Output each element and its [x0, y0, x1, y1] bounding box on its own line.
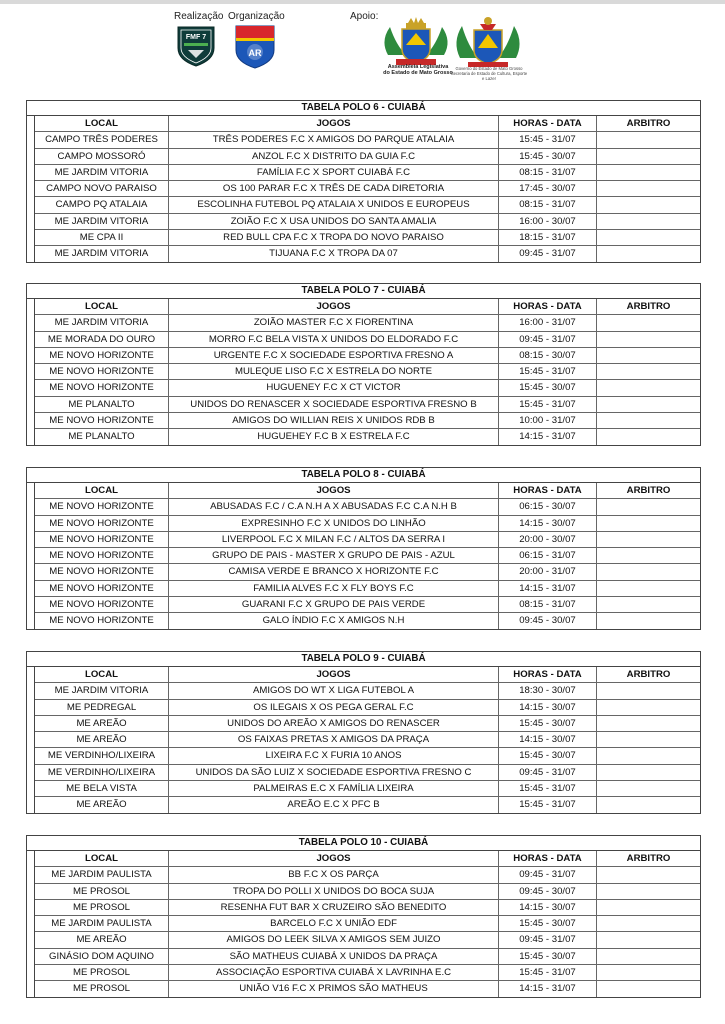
- cell-local: ME AREÃO: [35, 732, 169, 747]
- column-header-horas: HORAS - DATA: [499, 116, 597, 131]
- cell-jogos: OS ILEGAIS X OS PEGA GERAL F.C: [169, 700, 499, 715]
- cell-local: ME CPA II: [35, 230, 169, 245]
- cell-local: ME NOVO HORIZONTE: [35, 413, 169, 428]
- cell-arbitro: [597, 516, 700, 531]
- polo-table: [26, 651, 701, 814]
- cell-horas-data: 16:00 - 31/07: [499, 315, 597, 330]
- cell-arbitro: [597, 732, 700, 747]
- cell-horas-data: 17:45 - 30/07: [499, 181, 597, 196]
- cell-horas-data: 14:15 - 30/07: [499, 516, 597, 531]
- cell-jogos: TRÊS PODERES F.C X AMIGOS DO PARQUE ATALAIA: [169, 132, 499, 147]
- column-header-horas: HORAS - DATA: [499, 667, 597, 682]
- table-body: [34, 116, 700, 262]
- table-row: [35, 246, 700, 261]
- cell-jogos: FAMÍLIA F.C X SPORT CUIABÁ F.C: [169, 165, 499, 180]
- cell-arbitro: [597, 246, 700, 261]
- cell-local: ME PEDREGAL: [35, 700, 169, 715]
- cell-jogos: AMIGOS DO WILLIAN REIS X UNIDOS RDB B: [169, 413, 499, 428]
- cell-local: ME NOVO HORIZONTE: [35, 613, 169, 628]
- table-row: [35, 965, 700, 981]
- table-row: [35, 214, 700, 230]
- cell-jogos: GRUPO DE PAIS - MASTER X GRUPO DE PAIS - AZUL: [169, 548, 499, 563]
- column-header-arbitro: ARBITRO: [626, 118, 671, 129]
- polo-table: [26, 100, 701, 263]
- table-body: [34, 299, 700, 445]
- table-row: [35, 748, 700, 764]
- cell-arbitro: [597, 499, 700, 514]
- cell-local: ME PROSOL: [35, 965, 169, 980]
- cell-local: ME MORADA DO OURO: [35, 332, 169, 347]
- table-row: [35, 413, 700, 429]
- table-row: [35, 700, 700, 716]
- column-header-local: LOCAL: [35, 116, 169, 131]
- cell-arbitro: [597, 132, 700, 147]
- cell-local: ME PLANALTO: [35, 429, 169, 444]
- cell-arbitro: [597, 197, 700, 212]
- table-row: [35, 867, 700, 883]
- cell-jogos: UNIDOS DO RENASCER X SOCIEDADE ESPORTIVA FRESNO B: [169, 397, 499, 412]
- table-row: [35, 181, 700, 197]
- cell-local: ME VERDINHO/LIXEIRA: [35, 748, 169, 763]
- cell-jogos: BARCELO F.C X UNIÃO EDF: [169, 916, 499, 931]
- table-body: [34, 483, 700, 629]
- cell-local: ME JARDIM VITORIA: [35, 246, 169, 261]
- cell-horas-data: 15:45 - 30/07: [499, 149, 597, 164]
- table-header-row: [35, 667, 700, 683]
- cell-local: ME NOVO HORIZONTE: [35, 499, 169, 514]
- cell-local: ME PROSOL: [35, 900, 169, 915]
- table-header-row: [35, 851, 700, 867]
- cell-jogos: ABUSADAS F.C / C.A N.H A X ABUSADAS F.C C.A N.H B: [169, 499, 499, 514]
- cell-jogos: LIXEIRA F.C X FURIA 10 ANOS: [169, 748, 499, 763]
- column-header-local: LOCAL: [35, 299, 169, 314]
- cell-arbitro: [597, 548, 700, 563]
- table-row: [35, 581, 700, 597]
- polo-table: [26, 835, 701, 998]
- table-row: [35, 765, 700, 781]
- cell-arbitro: [597, 532, 700, 547]
- cell-jogos: ASSOCIAÇÃO ESPORTIVA CUIABÁ X LAVRINHA E.C: [169, 965, 499, 980]
- cell-horas-data: 14:15 - 31/07: [499, 981, 597, 996]
- table-body: [34, 667, 700, 813]
- cell-arbitro: [597, 781, 700, 796]
- cell-local: ME AREÃO: [35, 797, 169, 812]
- cell-jogos: SÃO MATHEUS CUIABÁ X UNIDOS DA PRAÇA: [169, 949, 499, 964]
- table-row: [35, 348, 700, 364]
- cell-horas-data: 15:45 - 30/07: [499, 716, 597, 731]
- cell-local: ME JARDIM VITORIA: [35, 165, 169, 180]
- cell-local: ME NOVO HORIZONTE: [35, 532, 169, 547]
- cell-arbitro: [597, 364, 700, 379]
- cell-local: ME AREÃO: [35, 932, 169, 947]
- table-row: [35, 315, 700, 331]
- cell-jogos: CAMISA VERDE E BRANCO X HORIZONTE F.C: [169, 564, 499, 579]
- cell-arbitro: [597, 181, 700, 196]
- cell-horas-data: 08:15 - 31/07: [499, 197, 597, 212]
- cell-local: ME NOVO HORIZONTE: [35, 581, 169, 596]
- cell-local: ME NOVO HORIZONTE: [35, 380, 169, 395]
- table-row: [35, 716, 700, 732]
- table-row: [35, 900, 700, 916]
- cell-horas-data: 15:45 - 31/07: [499, 397, 597, 412]
- table-row: [35, 781, 700, 797]
- cell-jogos: OS 100 PARAR F.C X TRÊS DE CADA DIRETORIA: [169, 181, 499, 196]
- table-title: TABELA POLO 7 - CUIABÁ: [27, 284, 700, 299]
- cell-arbitro: [597, 867, 700, 882]
- cell-horas-data: 08:15 - 31/07: [499, 165, 597, 180]
- cell-jogos: HUGUENEY F.C X CT VICTOR: [169, 380, 499, 395]
- column-header-jogos: JOGOS: [169, 116, 499, 131]
- cell-jogos: OS FAIXAS PRETAS X AMIGOS DA PRAÇA: [169, 732, 499, 747]
- assembleia-caption: Assembleia Legislativa do Estado de Mato Grosso: [383, 64, 453, 76]
- cell-horas-data: 09:45 - 31/07: [499, 867, 597, 882]
- table-row: [35, 884, 700, 900]
- cell-local: ME VERDINHO/LIXEIRA: [35, 765, 169, 780]
- fmf-logo: [176, 24, 216, 68]
- polo-table: [26, 283, 701, 446]
- table-row: [35, 548, 700, 564]
- cell-jogos: URGENTE F.C X SOCIEDADE ESPORTIVA FRESNO A: [169, 348, 499, 363]
- cell-jogos: BB F.C X OS PARÇA: [169, 867, 499, 882]
- org-logo-text: AR: [248, 48, 262, 58]
- cell-horas-data: 09:45 - 30/07: [499, 613, 597, 628]
- cell-horas-data: 14:15 - 31/07: [499, 581, 597, 596]
- table-title: TABELA POLO 9 - CUIABÁ: [27, 652, 700, 667]
- cell-local: ME JARDIM PAULISTA: [35, 867, 169, 882]
- cell-horas-data: 15:45 - 31/07: [499, 364, 597, 379]
- cell-local: CAMPO MOSSORÓ: [35, 149, 169, 164]
- cell-local: ME JARDIM VITORIA: [35, 315, 169, 330]
- cell-horas-data: 06:15 - 30/07: [499, 499, 597, 514]
- cell-horas-data: 14:15 - 30/07: [499, 732, 597, 747]
- column-header-local: LOCAL: [35, 851, 169, 866]
- table-row: [35, 149, 700, 165]
- cell-local: ME NOVO HORIZONTE: [35, 348, 169, 363]
- polo-table: [26, 467, 701, 630]
- cell-local: ME NOVO HORIZONTE: [35, 597, 169, 612]
- cell-jogos: RED BULL CPA F.C X TROPA DO NOVO PARAISO: [169, 230, 499, 245]
- table-row: [35, 916, 700, 932]
- table-row: [35, 613, 700, 628]
- cell-local: CAMPO PQ ATALAIA: [35, 197, 169, 212]
- cell-horas-data: 14:15 - 30/07: [499, 900, 597, 915]
- cell-local: ME PROSOL: [35, 981, 169, 996]
- column-header-horas: HORAS - DATA: [499, 483, 597, 498]
- cell-arbitro: [597, 165, 700, 180]
- cell-horas-data: 15:45 - 30/07: [499, 949, 597, 964]
- cell-local: ME NOVO HORIZONTE: [35, 564, 169, 579]
- column-header-arbitro: ARBITRO: [626, 485, 671, 496]
- cell-horas-data: 08:15 - 30/07: [499, 348, 597, 363]
- cell-arbitro: [597, 716, 700, 731]
- cell-horas-data: 09:45 - 31/07: [499, 246, 597, 261]
- cell-horas-data: 15:45 - 30/07: [499, 380, 597, 395]
- cell-horas-data: 08:15 - 31/07: [499, 597, 597, 612]
- table-row: [35, 981, 700, 996]
- governo-caption: Governo do Estado de Mato Grosso Secretaria de Estado de Cultura, Esporte e Lazer: [450, 66, 528, 81]
- table-row: [35, 397, 700, 413]
- cell-arbitro: [597, 965, 700, 980]
- table-header-row: [35, 299, 700, 315]
- cell-jogos: UNIDOS DA SÃO LUIZ X SOCIEDADE ESPORTIVA FRESNO C: [169, 765, 499, 780]
- table-row: [35, 516, 700, 532]
- cell-arbitro: [597, 683, 700, 698]
- cell-horas-data: 15:45 - 31/07: [499, 781, 597, 796]
- cell-jogos: RESENHA FUT BAR X CRUZEIRO SÃO BENEDITO: [169, 900, 499, 915]
- table-header-row: [35, 483, 700, 499]
- table-row: [35, 597, 700, 613]
- cell-jogos: UNIDOS DO AREÃO X AMIGOS DO RENASCER: [169, 716, 499, 731]
- table-row: [35, 364, 700, 380]
- cell-local: CAMPO TRÊS PODERES: [35, 132, 169, 147]
- column-header-jogos: JOGOS: [169, 667, 499, 682]
- table-row: [35, 380, 700, 396]
- cell-horas-data: 15:45 - 31/07: [499, 797, 597, 812]
- cell-local: ME JARDIM PAULISTA: [35, 916, 169, 931]
- column-header-arbitro: ARBITRO: [626, 301, 671, 312]
- cell-local: ME JARDIM VITORIA: [35, 683, 169, 698]
- table-row: [35, 165, 700, 181]
- table-title: TABELA POLO 10 - CUIABÁ: [27, 836, 700, 851]
- cell-jogos: ANZOL F.C X DISTRITO DA GUIA F.C: [169, 149, 499, 164]
- cell-local: ME BELA VISTA: [35, 781, 169, 796]
- table-title: TABELA POLO 6 - CUIABÁ: [27, 101, 700, 116]
- column-header-horas: HORAS - DATA: [499, 851, 597, 866]
- cell-arbitro: [597, 332, 700, 347]
- cell-jogos: AMIGOS DO LEEK SILVA X AMIGOS SEM JUIZO: [169, 932, 499, 947]
- cell-horas-data: 09:45 - 31/07: [499, 765, 597, 780]
- cell-arbitro: [597, 149, 700, 164]
- cell-arbitro: [597, 429, 700, 444]
- cell-arbitro: [597, 613, 700, 628]
- table-row: [35, 732, 700, 748]
- realizacao-label: Realização: [174, 11, 224, 22]
- column-header-arbitro: ARBITRO: [626, 853, 671, 864]
- cell-horas-data: 10:00 - 31/07: [499, 413, 597, 428]
- table-row: [35, 429, 700, 444]
- cell-arbitro: [597, 581, 700, 596]
- column-header-arbitro: ARBITRO: [626, 669, 671, 680]
- table-row: [35, 132, 700, 148]
- cell-jogos: TIJUANA F.C X TROPA DA 07: [169, 246, 499, 261]
- cell-local: ME PROSOL: [35, 884, 169, 899]
- cell-horas-data: 20:00 - 30/07: [499, 532, 597, 547]
- cell-jogos: AMIGOS DO WT X LIGA FUTEBOL A: [169, 683, 499, 698]
- cell-arbitro: [597, 981, 700, 996]
- cell-arbitro: [597, 797, 700, 812]
- cell-arbitro: [597, 765, 700, 780]
- cell-jogos: MORRO F.C BELA VISTA X UNIDOS DO ELDORADO F.C: [169, 332, 499, 347]
- cell-horas-data: 15:45 - 31/07: [499, 132, 597, 147]
- column-header-horas: HORAS - DATA: [499, 299, 597, 314]
- column-header-local: LOCAL: [35, 483, 169, 498]
- cell-horas-data: 14:15 - 30/07: [499, 700, 597, 715]
- column-header-jogos: JOGOS: [169, 299, 499, 314]
- cell-arbitro: [597, 380, 700, 395]
- cell-arbitro: [597, 564, 700, 579]
- table-row: [35, 230, 700, 246]
- cell-horas-data: 09:45 - 31/07: [499, 932, 597, 947]
- cell-local: ME NOVO HORIZONTE: [35, 548, 169, 563]
- cell-arbitro: [597, 597, 700, 612]
- cell-jogos: AREÃO E.C X PFC B: [169, 797, 499, 812]
- cell-arbitro: [597, 932, 700, 947]
- cell-jogos: UNIÃO V16 F.C X PRIMOS SÃO MATHEUS: [169, 981, 499, 996]
- cell-jogos: GUARANI F.C X GRUPO DE PAIS VERDE: [169, 597, 499, 612]
- cell-local: ME NOVO HORIZONTE: [35, 364, 169, 379]
- table-body: [34, 851, 700, 997]
- cell-jogos: ESCOLINHA FUTEBOL PQ ATALAIA X UNIDOS E EUROPEUS: [169, 197, 499, 212]
- cell-arbitro: [597, 397, 700, 412]
- cell-arbitro: [597, 900, 700, 915]
- cell-jogos: HUGUEHEY F.C B X ESTRELA F.C: [169, 429, 499, 444]
- cell-local: ME PLANALTO: [35, 397, 169, 412]
- cell-local: GINÁSIO DOM AQUINO: [35, 949, 169, 964]
- table-row: [35, 332, 700, 348]
- cell-jogos: EXPRESINHO F.C X UNIDOS DO LINHÃO: [169, 516, 499, 531]
- cell-arbitro: [597, 315, 700, 330]
- cell-horas-data: 09:45 - 31/07: [499, 332, 597, 347]
- cell-local: CAMPO NOVO PARAISO: [35, 181, 169, 196]
- cell-arbitro: [597, 230, 700, 245]
- table-row: [35, 532, 700, 548]
- cell-jogos: FAMILIA ALVES F.C X FLY BOYS F.C: [169, 581, 499, 596]
- cell-horas-data: 16:00 - 30/07: [499, 214, 597, 229]
- cell-horas-data: 09:45 - 30/07: [499, 884, 597, 899]
- cell-horas-data: 15:45 - 31/07: [499, 965, 597, 980]
- cell-jogos: PALMEIRAS E.C X FAMÍLIA LIXEIRA: [169, 781, 499, 796]
- cell-horas-data: 14:15 - 31/07: [499, 429, 597, 444]
- cell-jogos: ZOIÃO F.C X USA UNIDOS DO SANTA AMALIA: [169, 214, 499, 229]
- cell-arbitro: [597, 748, 700, 763]
- table-row: [35, 564, 700, 580]
- cell-horas-data: 15:45 - 30/07: [499, 916, 597, 931]
- cell-arbitro: [597, 214, 700, 229]
- table-header-row: [35, 116, 700, 132]
- table-row: [35, 499, 700, 515]
- apoio-label: Apoio:: [350, 11, 379, 22]
- cell-arbitro: [597, 348, 700, 363]
- cell-horas-data: 06:15 - 31/07: [499, 548, 597, 563]
- column-header-jogos: JOGOS: [169, 483, 499, 498]
- cell-arbitro: [597, 916, 700, 931]
- organizacao-logo: [234, 24, 276, 70]
- cell-horas-data: 18:15 - 31/07: [499, 230, 597, 245]
- cell-horas-data: 15:45 - 30/07: [499, 748, 597, 763]
- column-header-jogos: JOGOS: [169, 851, 499, 866]
- cell-local: ME JARDIM VITORIA: [35, 214, 169, 229]
- cell-local: ME AREÃO: [35, 716, 169, 731]
- table-row: [35, 197, 700, 213]
- page-header: [0, 0, 725, 90]
- cell-jogos: TROPA DO POLLI X UNIDOS DO BOCA SUJA: [169, 884, 499, 899]
- cell-horas-data: 20:00 - 31/07: [499, 564, 597, 579]
- cell-arbitro: [597, 949, 700, 964]
- cell-jogos: MULEQUE LISO F.C X ESTRELA DO NORTE: [169, 364, 499, 379]
- cell-horas-data: 18:30 - 30/07: [499, 683, 597, 698]
- fmf-logo-text: FMF 7: [185, 34, 207, 41]
- table-row: [35, 949, 700, 965]
- cell-arbitro: [597, 700, 700, 715]
- organizacao-label: Organização: [228, 11, 285, 22]
- cell-arbitro: [597, 884, 700, 899]
- cell-jogos: GALO ÍNDIO F.C X AMIGOS N.H: [169, 613, 499, 628]
- cell-local: ME NOVO HORIZONTE: [35, 516, 169, 531]
- cell-jogos: ZOIÃO MASTER F.C X FIORENTINA: [169, 315, 499, 330]
- table-row: [35, 683, 700, 699]
- cell-jogos: LIVERPOOL F.C X MILAN F.C / ALTOS DA SERRA I: [169, 532, 499, 547]
- table-row: [35, 932, 700, 948]
- cell-arbitro: [597, 413, 700, 428]
- table-row: [35, 797, 700, 812]
- column-header-local: LOCAL: [35, 667, 169, 682]
- table-title: TABELA POLO 8 - CUIABÁ: [27, 468, 700, 483]
